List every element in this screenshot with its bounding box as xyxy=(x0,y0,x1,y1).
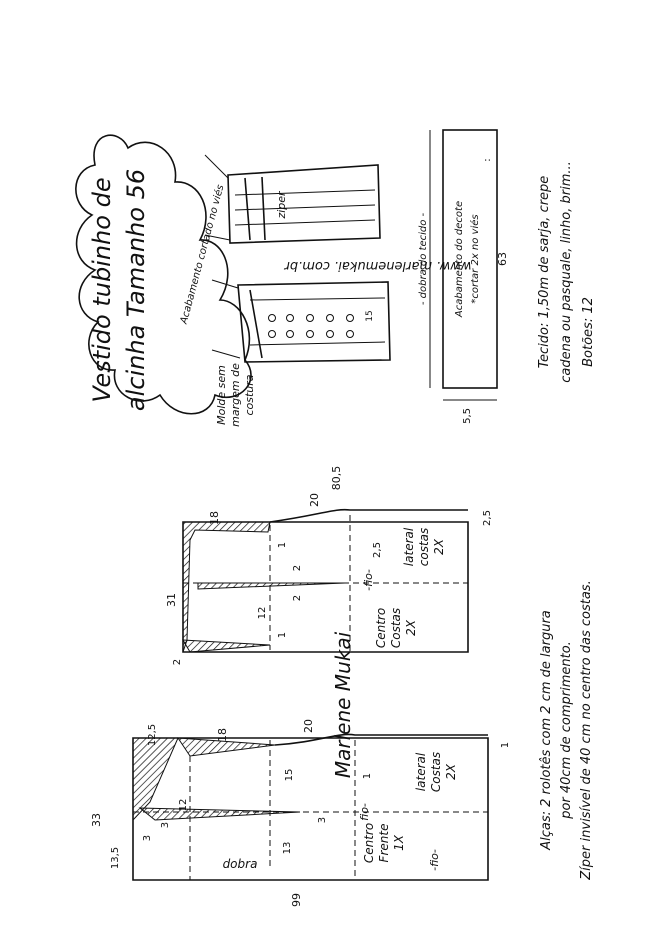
materials-fabric: Tecido: 1,50m de sarja, crepe xyxy=(537,175,552,369)
zipper-label: ziper xyxy=(275,191,288,219)
front-dim-1b: 1 xyxy=(500,741,511,749)
front-center-3: 1X xyxy=(392,835,406,851)
front-dim-1: 1 xyxy=(362,772,373,780)
back-dim-12: 12 xyxy=(257,606,268,620)
front-dim-135: 13,5 xyxy=(110,846,121,870)
back-dim-25a: 2,5 xyxy=(482,510,493,526)
back-dim-1b: 1 xyxy=(277,631,288,639)
signature xyxy=(331,631,355,778)
back-dim-18: 18 xyxy=(208,511,221,525)
construction-notes xyxy=(539,580,594,880)
back-grain: -fio- xyxy=(362,569,375,591)
front-dim-3c: 3 xyxy=(317,816,328,824)
front-grain: fio- xyxy=(358,803,371,821)
back-dim-25b: 2,5 xyxy=(372,542,383,558)
dress-sketch-back xyxy=(205,155,380,243)
notes-line-1: Alças: 2 rolotês com 2 cm de largura xyxy=(539,610,554,850)
facing-label-2: *cortar 2x no viés xyxy=(470,214,481,304)
back-dim-2c: 2 xyxy=(172,658,183,666)
front-side-1: lateral xyxy=(414,752,428,792)
back-dim-1a: 1 xyxy=(277,541,288,549)
back-dim-2b: 2 xyxy=(292,594,303,602)
facing-dots: : xyxy=(482,158,493,162)
back-dim-2a: 2 xyxy=(292,564,303,572)
front-center-1: Centro xyxy=(362,822,376,864)
front-dim-3a: 3 xyxy=(160,821,171,829)
back-side-3: 2X xyxy=(432,539,446,555)
signature-text: Marlene Mukai xyxy=(331,631,355,779)
front-center-2: Frente xyxy=(377,823,391,863)
title-line-1: Vestido tubinho de xyxy=(88,177,116,403)
title-line-2: alcinha Tamanho 56 xyxy=(122,168,150,412)
seam-note xyxy=(215,363,256,427)
back-center-1: Centro xyxy=(374,607,388,649)
button-row xyxy=(269,315,354,338)
neck-facing-piece xyxy=(418,130,509,424)
website-url: www. marlenemukai. com.br xyxy=(284,258,472,273)
back-center-3: 2X xyxy=(404,620,418,636)
front-dim-13: 13 xyxy=(282,841,293,855)
front-grain-bottom: -fio- xyxy=(428,849,441,871)
back-width-31: 31 xyxy=(165,593,178,607)
front-fold: dobra xyxy=(222,857,258,871)
facing-length: 63 xyxy=(496,252,509,266)
front-dim-15: 15 xyxy=(284,768,295,782)
neck-finish-note xyxy=(177,183,226,326)
neck-finish-label: Acabamento cortado no viés xyxy=(178,183,227,326)
notes-line-3: Zíper invisível de 40 cm no centro das costas. xyxy=(579,580,594,880)
dress-sketch-front xyxy=(212,280,390,362)
seam-note-2: margem de xyxy=(229,363,242,427)
facing-label-1: Acabamento do decote xyxy=(454,200,465,318)
seam-note-1: Molde sem xyxy=(215,365,228,425)
front-side-2: Costas xyxy=(429,751,443,793)
notes-line-2: por 40cm de comprimento. xyxy=(559,641,574,819)
back-side-2: costas xyxy=(417,527,431,567)
front-dim-18: 18 xyxy=(216,728,229,742)
facing-fold-label: - dobra do tecido - xyxy=(418,212,429,306)
seam-note-3: costura xyxy=(243,374,256,416)
front-side-3: 2X xyxy=(444,764,458,780)
back-center-2: Costas xyxy=(389,607,403,649)
facing-width: 5,5 xyxy=(462,408,473,424)
front-dim-33: 33 xyxy=(90,813,103,827)
front-dim-12: 12 xyxy=(178,798,189,812)
front-dim-99: 99 xyxy=(290,893,303,907)
back-dim-20: 20 xyxy=(308,493,321,507)
front-dim-125: 12,5 xyxy=(147,723,158,747)
back-dim-805: 80,5 xyxy=(330,465,343,491)
materials-block xyxy=(537,161,596,383)
back-labels xyxy=(165,466,493,665)
front-dim-3b: 3 xyxy=(142,834,153,842)
materials-fabric-2: cadena ou pasquale, linho, brim... xyxy=(559,161,574,383)
materials-buttons: Botões: 12 xyxy=(581,297,596,367)
sketch-size-15: 15 xyxy=(365,310,375,322)
front-dim-20: 20 xyxy=(302,719,315,733)
back-side-1: lateral xyxy=(402,527,416,567)
title-block xyxy=(88,169,150,411)
